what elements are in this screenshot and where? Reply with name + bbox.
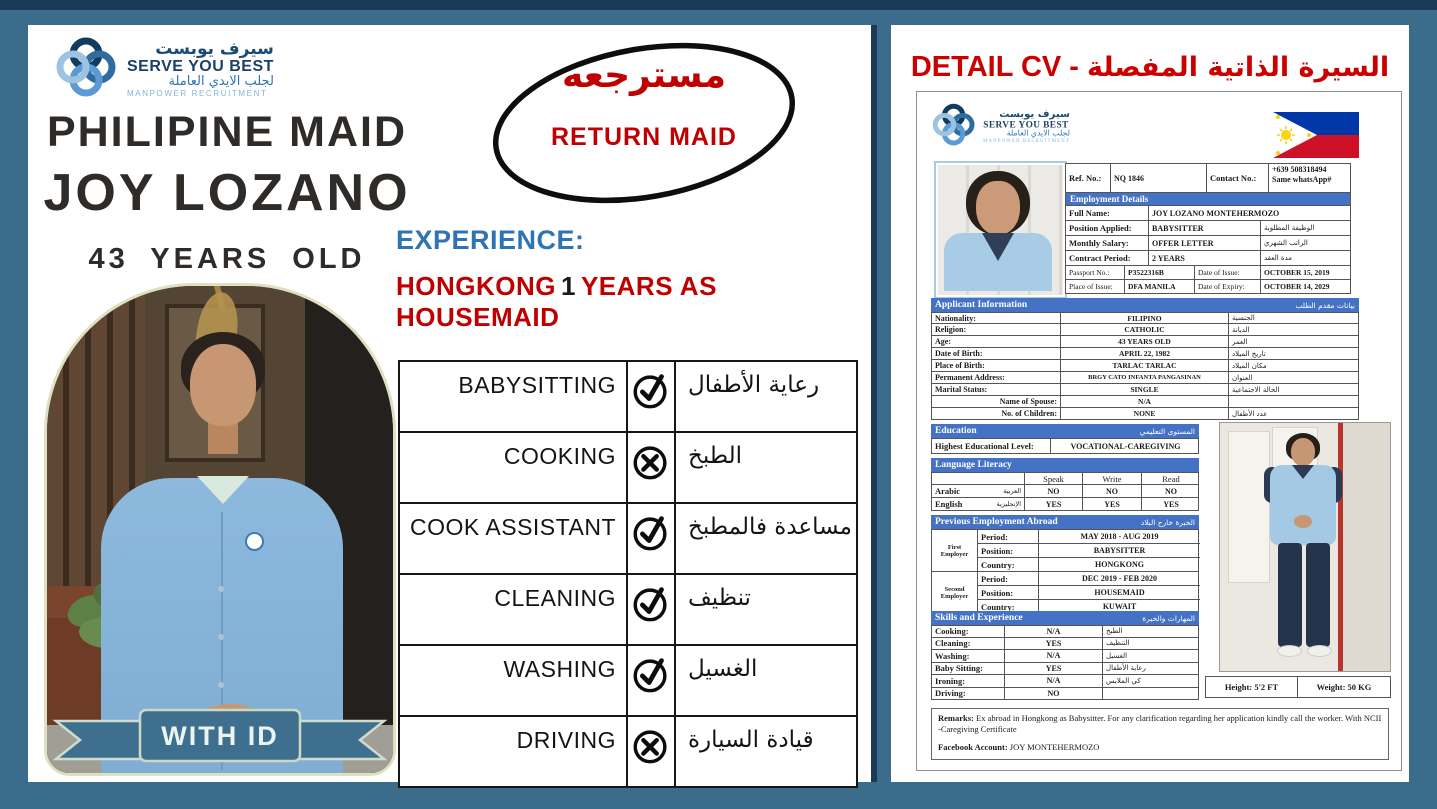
weight-value: Weight: 50 KG xyxy=(1298,676,1391,698)
education-level-label: Highest Educational Level: xyxy=(935,441,1034,451)
full-name-value: JOY LOZANO MONTEHERMOZO xyxy=(1148,206,1352,220)
applicant-row: Age: 43 YEARS OLD العمر xyxy=(931,336,1359,348)
skills-experience-table xyxy=(931,625,1199,700)
cv-title-ar: السيرة الذاتية المفصلة xyxy=(1087,52,1390,83)
language-columns: Speak Write Read xyxy=(931,472,1199,485)
passport-row: Place of Issue: DFA MANILA Date of Expiry: OCTOBER 14, 2029 xyxy=(1065,280,1351,294)
skills-table xyxy=(398,360,858,788)
remarks-line xyxy=(938,713,1382,735)
contact-no-label: Contact No.: xyxy=(1206,164,1268,192)
applicant-row: Religion: CATHOLIC الديانة xyxy=(931,324,1359,336)
ref-no-value: NQ 1846 xyxy=(1110,164,1206,192)
applicant-row: Place of Birth: TARLAC TARLAC مكان الميلاد xyxy=(931,360,1359,372)
cv-title-en: DETAIL CV - xyxy=(910,51,1079,83)
skill-status-cell xyxy=(626,433,674,502)
applicant-row: Date of Birth: APRIL 22, 1982 تاريخ الميلاد xyxy=(931,348,1359,360)
skill-exp-row: Cleaning: YES التنظيف xyxy=(931,638,1199,651)
agency-knot-icon xyxy=(54,35,118,104)
skill-label-en: COOK ASSISTANT xyxy=(410,514,616,540)
check-circle-icon xyxy=(630,682,672,699)
employment-row: Contract Period: 2 YEARS مدة العقد xyxy=(1065,251,1351,266)
skill-status-cell xyxy=(626,504,674,573)
with-id-ribbon xyxy=(36,705,408,772)
cross-circle-icon xyxy=(630,753,672,770)
skill-label-ar: تنظيف xyxy=(674,575,852,644)
cv-agency-name-arabic: سيرف يوبست xyxy=(999,108,1070,121)
employer-block: First Employer Period: MAY 2018 - AUG 2019 Position: BABYSITTER Country: HONGKONG xyxy=(931,529,1199,572)
top-navy-strip xyxy=(0,0,1437,10)
employer-name: Second Employer xyxy=(932,572,978,613)
skill-row xyxy=(400,502,856,573)
agency-name-arabic: سيرف يوبست xyxy=(155,38,274,59)
skill-exp-row: Washing: N/A الغسيل xyxy=(931,650,1199,663)
skill-label-en: WASHING xyxy=(503,656,616,682)
facebook-label: Facebook Account: xyxy=(938,742,1008,753)
experience-years: 1 xyxy=(561,271,576,301)
skill-label-ar: رعاية الأطفال xyxy=(674,362,852,431)
language-table xyxy=(931,472,1199,511)
full-name-label: Full Name: xyxy=(1069,208,1110,218)
cv-headshot-photo xyxy=(934,161,1067,299)
ref-no-label: Ref. No.: xyxy=(1069,173,1102,183)
education-header: Education المستوى التعليمي xyxy=(931,424,1199,438)
skill-row xyxy=(400,644,856,715)
skill-row xyxy=(400,715,856,786)
applicant-row: No. of Children: NONE عدد الأطفال xyxy=(931,408,1359,420)
skill-row xyxy=(400,431,856,502)
detail-cv-panel xyxy=(891,25,1409,782)
applicant-row: Nationality: FILIPINO الجنسية xyxy=(931,312,1359,324)
experience-label: EXPERIENCE: xyxy=(396,225,585,255)
cv-agency-tagline-arabic: لجلب الايدي العاملة xyxy=(1006,129,1070,138)
applicant-info-table xyxy=(931,312,1359,420)
height-weight-row xyxy=(1205,676,1391,698)
return-maid-stamp xyxy=(468,27,820,229)
skill-label-en: COOKING xyxy=(503,443,616,469)
cv-agency-name: SERVE YOU BEST xyxy=(983,119,1069,131)
employment-row: Position Applied: BABYSITTER الوظيفة المطلوبة xyxy=(1065,221,1351,236)
agency-tagline-arabic: لجلب الايدي العاملة xyxy=(168,74,274,90)
skill-row xyxy=(400,573,856,644)
skill-exp-row: Driving: NO xyxy=(931,688,1199,701)
cv-fullbody-photo xyxy=(1219,422,1391,672)
previous-employment-table xyxy=(931,529,1199,614)
skill-label-ar: مساعدة فالمطبخ xyxy=(674,504,852,573)
employer-name: First Employer xyxy=(932,530,978,571)
language-rows xyxy=(931,485,1199,511)
flyer-title: PHILIPINE MAID xyxy=(46,108,408,156)
language-literacy-header: Language Literacy xyxy=(931,458,1199,472)
cv-panel-title xyxy=(891,51,1409,84)
with-id-label: WITH ID xyxy=(161,721,279,751)
cv-employment-table xyxy=(1065,163,1351,294)
panel-divider xyxy=(871,25,877,782)
stamp-english: RETURN MAID xyxy=(551,123,737,151)
cv-agency-logo xyxy=(931,102,1070,151)
agency-name: SERVE YOU BEST xyxy=(127,57,274,75)
employer-block: Second Employer Period: DEC 2019 - FEB 2020 Position: HOUSEMAID Country: KUWAIT xyxy=(931,572,1199,614)
stamp-arabic: مسترجعه xyxy=(561,55,727,96)
check-circle-icon xyxy=(630,398,672,415)
maid-name: JOY LOZANO xyxy=(43,164,411,222)
skill-label-ar: الغسيل xyxy=(674,646,852,715)
language-row: English الإنجليزية YES YES YES xyxy=(931,498,1199,511)
remarks-label: Remarks: xyxy=(938,713,974,723)
skill-label-en: BABYSITTING xyxy=(458,372,616,398)
philippine-flag-icon xyxy=(1273,112,1359,163)
applicant-info-header: Applicant Information بيانات مقدم الطلب xyxy=(931,298,1359,312)
cv-agency-tagline: MANPOWER RECRUITMENT xyxy=(983,138,1070,144)
remarks-text: Ex abroad in Hongkong as Babysitter. For any clarification regarding her application kindly call the worker. With NCII -Caregiving Certificate xyxy=(938,713,1382,735)
applicant-row: Name of Spouse: N/A xyxy=(931,396,1359,408)
skill-label-en: CLEANING xyxy=(494,585,616,611)
experience-country: HONGKONG xyxy=(396,271,556,301)
skills-experience-header: Skills and Experience المهارات والخبرة xyxy=(931,611,1199,625)
employment-rows xyxy=(1065,221,1351,266)
facebook-line xyxy=(938,742,1382,753)
skill-status-cell xyxy=(626,575,674,644)
applicant-row: Permanent Address: BRGY CATO INFANTA PANGASINAN العنوان xyxy=(931,372,1359,384)
maid-photo xyxy=(44,283,396,776)
skill-exp-row: Baby Sitting: YES رعاية الأطفال xyxy=(931,663,1199,676)
passport-row: Passport No.: P3522316B Date of Issue: OCTOBER 15, 2019 xyxy=(1065,266,1351,280)
skill-status-cell xyxy=(626,362,674,431)
education-level-value: VOCATIONAL-CAREGIVING xyxy=(1050,439,1200,453)
height-value: Height: 5'2 FT xyxy=(1205,676,1298,698)
skill-exp-row: Cooking: N/A الطبخ xyxy=(931,625,1199,638)
experience-line xyxy=(396,271,871,333)
passport-rows xyxy=(1065,266,1351,294)
agency-logo-text xyxy=(127,38,274,99)
applicant-row: Marital Status: SINGLE الحالة الاجتماعية xyxy=(931,384,1359,396)
contact-no-value: +639 508318494 Same whatsApp# xyxy=(1268,164,1352,192)
previous-employment-header: Previous Employment Abroad الخبرة خارج البلاد xyxy=(931,515,1199,529)
skill-label-ar: قيادة السيارة xyxy=(674,717,852,786)
language-row: Arabic العربية NO NO NO xyxy=(931,485,1199,498)
check-circle-icon xyxy=(630,611,672,628)
skill-row xyxy=(400,362,856,431)
skill-label-en: DRIVING xyxy=(516,727,616,753)
skill-status-cell xyxy=(626,717,674,786)
employment-details-header: Employment Details xyxy=(1065,193,1351,206)
flyer-panel xyxy=(28,25,871,782)
maid-age: 43 YEARS OLD xyxy=(88,243,366,275)
agency-tagline: MANPOWER RECRUITMENT xyxy=(127,88,268,98)
cv-document xyxy=(916,91,1402,771)
cross-circle-icon xyxy=(630,469,672,486)
employment-row: Monthly Salary: OFFER LETTER الراتب الشهري xyxy=(1065,236,1351,251)
maid-photo-scene xyxy=(47,286,393,773)
check-circle-icon xyxy=(630,540,672,557)
skill-exp-row: Ironing: N/A كي الملابس xyxy=(931,675,1199,688)
skill-status-cell xyxy=(626,646,674,715)
facebook-value: JOY MONTEHERMOZO xyxy=(1009,742,1100,753)
remarks-box xyxy=(931,708,1389,760)
cv-agency-knot-icon xyxy=(931,102,976,151)
experience-role: YEARS AS HOUSEMAID xyxy=(396,271,717,332)
skill-label-ar: الطبخ xyxy=(674,433,852,502)
education-row xyxy=(931,438,1199,454)
agency-logo xyxy=(54,35,274,104)
